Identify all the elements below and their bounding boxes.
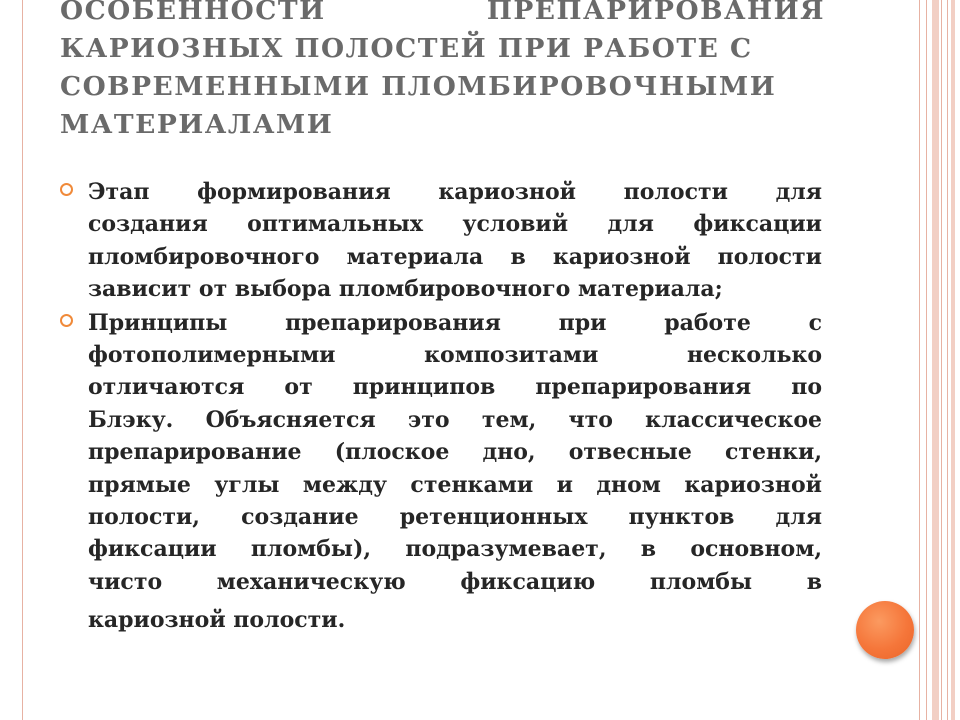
bullet-line: пломбировочного материала в кариозной полости	[88, 243, 822, 270]
bullet-line: Принципы препарирования при работе с	[88, 309, 822, 336]
bullet-line: чисто механическую фиксацию пломбы в	[88, 568, 822, 595]
bullet-line: создания оптимальных условий для фиксации	[88, 211, 822, 238]
right-frame-line-1	[919, 0, 920, 720]
bullet-item	[60, 307, 822, 637]
title-line: КАРИОЗНЫХ ПОЛОСТЕЙ ПРИ РАБОТЕ С	[60, 33, 753, 64]
bullet-list	[60, 176, 822, 638]
bullet-line: фотополимерными композитами несколько	[88, 342, 822, 369]
right-frame-band	[932, 0, 939, 720]
right-frame-band-2	[951, 0, 955, 720]
bullet-line: зависит от выбора пломбировочного материала;	[88, 276, 723, 303]
bullet-item	[60, 176, 822, 306]
right-frame-line-4	[947, 0, 948, 720]
bullet-line: фиксации пломбы), подразумевает, в основном,	[88, 536, 822, 563]
right-frame-line-3	[941, 0, 942, 720]
left-frame-line	[22, 0, 23, 720]
bullet-line: препарирование (плоское дно, отвесные стенки,	[88, 439, 822, 466]
bullet-line: кариозной полости.	[88, 607, 346, 634]
right-frame-line-2	[926, 0, 927, 720]
bullet-line: отличаются от принципов препарирования по	[88, 374, 822, 401]
title-line: ОСОБЕННОСТИ ПРЕПАРИРОВАНИЯ	[60, 0, 825, 26]
title-line: МАТЕРИАЛАМИ	[60, 109, 334, 140]
slide-title	[60, 0, 825, 144]
orange-circle-decoration	[856, 601, 914, 659]
bullet-line: Этап формирования кариозной полости для	[88, 179, 822, 205]
bullet-line: Блэку. Объясняется это тем, что классическое	[88, 406, 822, 433]
circle-bullet-icon	[60, 183, 73, 196]
bullet-line: полости, создание ретенционных пунктов для	[88, 504, 822, 531]
bullet-line: прямые углы между стенками и дном кариозной	[88, 471, 822, 498]
circle-bullet-icon	[60, 314, 73, 327]
title-line: СОВРЕМЕННЫМИ ПЛОМБИРОВОЧНЫМИ	[60, 71, 777, 102]
